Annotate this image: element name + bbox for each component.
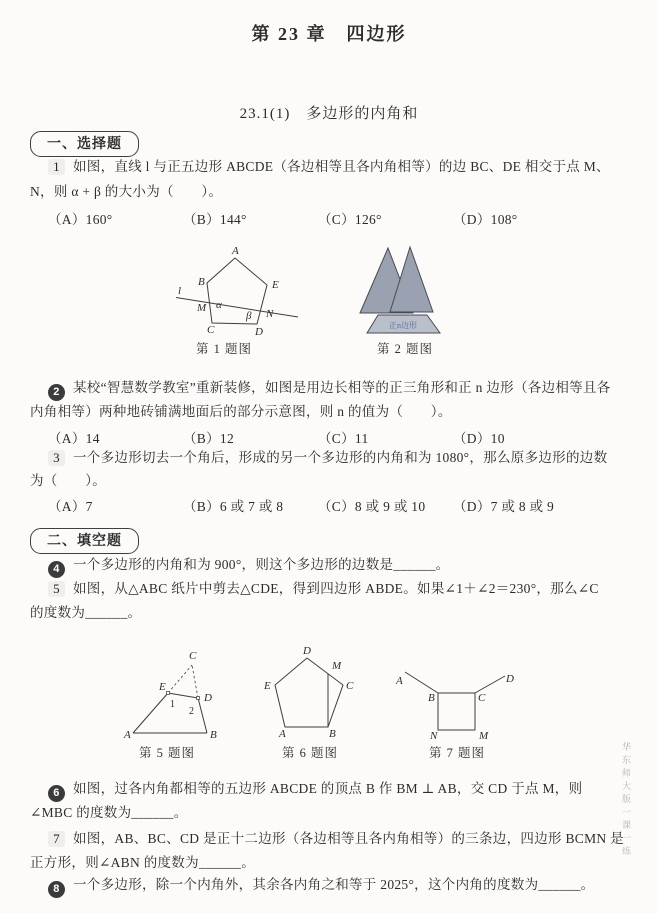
question-3-options [48,495,632,515]
svg-text:A: A [124,729,131,741]
svg-text:E: E [272,279,279,291]
svg-text:B: B [428,692,435,704]
vertex-mark-e [167,692,170,695]
question-8-line-1 [30,877,632,898]
question-1-number: 1 [48,159,65,175]
option-d: （D）7 或 8 或 9 [453,499,555,514]
figure-7-caption: 第 7 题图 [428,746,485,760]
transversal-line [176,298,298,318]
question-6-text: 如图，过各内角都相等的五边形 ABCDE 的顶点 B 作 BM ⊥ AB，交 CD 于点 M，则 [73,781,583,796]
svg-text:C: C [346,680,354,692]
question-5-number: 5 [48,581,65,597]
edition-side-text: 华东师大版一课一练 [621,742,631,859]
question-4-number: 4 [48,561,65,578]
svg-text:D: D [204,692,212,704]
option-a: （A）7 [48,499,93,514]
option-a: （A）160° [48,212,113,227]
option-c: （C）8 或 9 或 10 [318,499,426,514]
question-7-line-2: 正方形，则∠ABN 的度数为______。 [30,855,255,870]
svg-text:M: M [479,730,489,740]
svg-text:β: β [246,310,252,322]
question-1-line-1 [30,159,632,175]
svg-text:A: A [232,245,239,257]
question-7-line-1 [30,831,632,847]
question-2-options [48,427,632,447]
figure-1-pentagon-diagram [160,230,310,340]
question-6-line-2: ∠MBC 的度数为______。 [30,805,188,820]
question-3-text: 一个多边形切去一个角后，形成的另一个多边形的内角和为 1080°，那么原多边形的边数 [73,450,608,465]
question-3-line-1 [30,450,632,466]
question-1-line-2: N，则 α + β 的大小为（ ）。 [30,184,223,199]
svg-text:l: l [178,285,182,297]
svg-text:C: C [478,692,486,704]
question-4-line-1 [30,557,632,578]
option-c: （C）11 [318,431,369,446]
svg-text:N: N [430,730,438,740]
svg-text:C: C [207,324,215,336]
question-5-line-2: 的度数为______。 [30,605,142,620]
svg-text:B: B [210,729,217,741]
svg-text:E: E [264,680,271,692]
svg-text:D: D [255,326,263,338]
pentagon-shape [207,258,267,324]
figure-5-caption: 第 5 题图 [138,746,195,760]
question-2-number: 2 [48,384,65,401]
svg-text:M: M [332,660,342,672]
option-b: （B）6 或 7 或 8 [183,499,284,514]
question-1-options [48,208,632,228]
question-2-line-1 [30,380,632,401]
ngon-tile-label: 正n边形 [389,321,417,330]
question-3-line-2: 为（ ）。 [30,473,107,488]
question-3-number: 3 [48,450,65,466]
question-8-number: 8 [48,881,65,898]
option-a: （A）14 [48,431,100,446]
svg-text:D: D [303,645,311,657]
svg-text:2: 2 [189,706,194,717]
vertex-mark-d [197,697,200,700]
chapter-title: 第 23 章 四边形 [251,24,407,44]
svg-text:1: 1 [170,699,175,710]
option-d: （D）10 [453,431,505,446]
svg-text:E: E [159,681,166,693]
figure-5-triangle-diagram [115,645,225,745]
section-header-choice: 一、选择题 [30,131,139,157]
figure-2-tiling-diagram [350,228,450,338]
figure-2-caption: 第 2 题图 [376,342,433,356]
question-8-text: 一个多边形，除一个内角外，其余各内角之和等于 2025°，这个内角的度数为______。 [73,877,595,892]
section-header-blank: 二、填空题 [30,528,139,554]
figure-6-pentagon-diagram [250,645,355,740]
option-b: （B）144° [183,212,247,227]
question-1-text: 如图，直线 l 与正五边形 ABCDE（各边相等且各内角相等）的边 BC、DE 相交于点 M、 [73,159,610,174]
question-2-text: 某校“智慧数学教室”重新装修，如图是用边长相等的正三角形和正 n 边形（各边相等且各 [73,380,611,395]
question-7-text: 如图，AB、BC、CD 是正十二边形（各边相等且各内角相等）的三条边，四边形 BCMN 是 [73,831,624,846]
svg-text:α: α [216,299,222,311]
svg-text:B: B [198,276,205,288]
svg-text:B: B [329,728,336,740]
svg-text:A: A [279,728,286,740]
question-5-line-1 [30,581,632,597]
svg-text:C: C [189,650,197,662]
option-d: （D）108° [453,212,518,227]
figure-7-square-diagram [380,650,515,740]
svg-text:D: D [506,673,514,685]
figure-1-caption: 第 1 题图 [195,342,252,356]
figure-6-caption: 第 6 题图 [281,746,338,760]
question-6-number: 6 [48,785,65,802]
question-7-number: 7 [48,831,65,847]
question-5-text: 如图，从△ABC 纸片中剪去△CDE，得到四边形 ABDE。如果∠1＋∠2＝230°，那么∠C [73,581,599,596]
svg-text:A: A [396,675,403,687]
question-4-text: 一个多边形的内角和为 900°，则这个多边形的边数是______。 [73,557,450,572]
question-6-line-1 [30,781,632,802]
option-b: （B）12 [183,431,235,446]
question-2-line-2: 内角相等）两种地砖铺满地面后的部分示意图，则 n 的值为（ ）。 [30,404,452,419]
svg-text:M: M [197,302,207,314]
option-c: （C）126° [318,212,382,227]
lesson-title: 23.1(1) 多边形的内角和 [239,106,419,122]
svg-text:N: N [266,308,274,320]
